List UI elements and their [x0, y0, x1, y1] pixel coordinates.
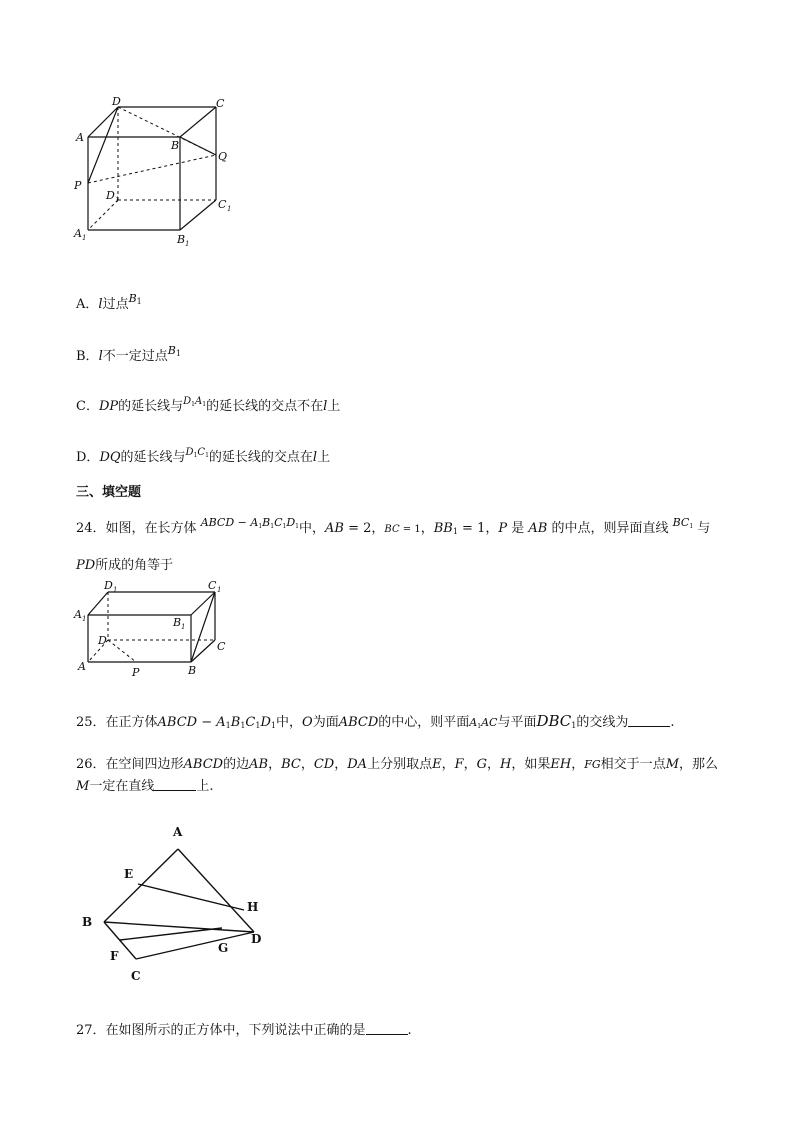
- q26-answer-blank[interactable]: [154, 778, 196, 791]
- q24-num: 24．如图，在长方体: [76, 521, 197, 536]
- label-D1: D: [104, 580, 113, 592]
- q25-a1ac-a: A: [469, 716, 478, 729]
- q25-c1-sub: 1: [255, 721, 261, 730]
- option-b-letter: B．: [76, 349, 99, 364]
- option-d-sub3: 1: [205, 452, 209, 459]
- option-a-sub2: 1: [136, 297, 142, 306]
- label-D1: D: [106, 189, 115, 202]
- q26-t2: 上分别取点: [367, 757, 433, 772]
- q24-ab: AB: [325, 521, 344, 536]
- q25-num: 25．在正方体: [76, 715, 158, 730]
- q27-period: .: [407, 1023, 412, 1038]
- q26-h: H: [500, 757, 512, 772]
- label-A1: A: [74, 608, 82, 621]
- q25-t1: 为面: [312, 715, 339, 730]
- cube-figure-q23: [70, 95, 250, 255]
- q26-m: M: [665, 757, 680, 772]
- option-d-math2: D: [185, 447, 194, 458]
- option-d-text2: 的延长线的交点在: [208, 450, 313, 465]
- option-b-sub2: 1: [175, 349, 181, 358]
- q26-cd: CD: [313, 757, 335, 772]
- q26-t7: 一定在直线: [89, 779, 155, 794]
- label-B1-sub: 1: [181, 623, 186, 631]
- option-d: [76, 444, 330, 467]
- label-A: A: [173, 825, 183, 839]
- label-B: B: [188, 664, 197, 677]
- q25-a1ac: AC: [481, 716, 498, 729]
- label-A1: A: [74, 227, 82, 240]
- question-27: [76, 1022, 412, 1040]
- label-C1-sub: 1: [227, 205, 232, 213]
- box-figure-q24: [70, 580, 240, 680]
- q24-pd: PD: [76, 558, 96, 573]
- option-c: [76, 393, 340, 416]
- label-P: P: [74, 179, 82, 192]
- q25-dash: −: [197, 715, 217, 730]
- option-b-math2: B: [167, 344, 176, 357]
- option-d-math1: DQ: [99, 450, 121, 465]
- q24-comma3: ，: [485, 521, 499, 536]
- option-d-text3: 上: [317, 450, 331, 465]
- q25-b1-sub: 1: [240, 721, 246, 730]
- q25-mid: 中，: [276, 715, 303, 730]
- question-24-line1: [76, 514, 710, 541]
- question-24-line2: [76, 557, 173, 575]
- option-a: [76, 290, 142, 314]
- q25-c1: C: [245, 715, 256, 730]
- q26-m2: M: [76, 779, 90, 794]
- q25-dbc1-sub: 1: [571, 721, 577, 730]
- q26-t8: 上.: [196, 779, 214, 794]
- label-F: F: [110, 949, 119, 963]
- q26-t1: 的边: [223, 757, 250, 772]
- option-c-sub3: 1: [202, 401, 207, 408]
- label-C: C: [131, 969, 141, 983]
- label-B: B: [171, 139, 180, 152]
- option-b-text1: 不一定过点: [102, 349, 168, 364]
- option-c-math2: D: [183, 396, 192, 407]
- option-c-sub2: 1: [191, 401, 195, 408]
- label-H: H: [247, 900, 259, 914]
- q24-comma2: ，: [420, 521, 434, 536]
- option-c-text3: 上: [327, 399, 341, 414]
- label-D: D: [251, 932, 262, 946]
- option-c-text2: 的延长线的交点不在: [206, 399, 324, 414]
- label-G: G: [218, 941, 229, 955]
- q26-c6: ，: [487, 757, 501, 772]
- q25-a1ac-sub: 1: [477, 723, 482, 730]
- q24-midpoint: 的中点，则异面直线: [547, 521, 673, 536]
- label-C: C: [216, 97, 225, 110]
- quadrilateral-figure-q26: [76, 822, 276, 992]
- label-P: P: [132, 666, 140, 679]
- q26-c1: ，: [268, 757, 282, 772]
- q24-bc1: BC: [672, 516, 690, 529]
- q25-a1-sub: 1: [225, 721, 231, 730]
- q26-e: E: [432, 757, 442, 772]
- q25-t4: 的交线为: [576, 715, 629, 730]
- q24-p: P: [498, 521, 508, 536]
- label-C1: C: [218, 198, 227, 211]
- q26-eh: EH: [550, 757, 572, 772]
- q24-eq1: = 1: [399, 524, 421, 535]
- option-d-sub2: 1: [193, 452, 198, 459]
- q26-c4: ，: [441, 757, 455, 772]
- label-A: A: [76, 131, 84, 144]
- q26-da: DA: [347, 757, 368, 772]
- q26-t6: ，那么: [679, 757, 719, 772]
- q24-d1: D: [286, 516, 296, 529]
- q25-t2: 的中心，则平面: [378, 715, 470, 730]
- q25-o: O: [302, 715, 313, 730]
- label-C1: C: [208, 580, 217, 592]
- q26-c3: ，: [334, 757, 348, 772]
- q24-body: ABCD: [200, 516, 235, 529]
- q26-f: F: [454, 757, 464, 772]
- label-B1: B: [173, 616, 182, 629]
- q25-answer-blank[interactable]: [628, 714, 670, 727]
- q25-b1: B: [230, 715, 241, 730]
- option-a-math1: l: [98, 297, 103, 312]
- option-c-letter: C．: [76, 399, 99, 414]
- label-D1-sub: 1: [113, 586, 118, 594]
- q24-a1-sub: 1: [258, 523, 263, 530]
- label-B1: B: [177, 233, 186, 246]
- q26-ab: AB: [249, 757, 269, 772]
- section-title: 三、填空题: [76, 485, 142, 500]
- q24-bc: BC: [384, 524, 400, 535]
- option-c-math4: l: [323, 399, 328, 414]
- option-d-math4: l: [312, 450, 318, 465]
- q24-b1-sub: 1: [270, 523, 275, 530]
- q24-ab2: AB: [528, 521, 548, 536]
- q24-b1: B: [262, 516, 271, 529]
- q26-num: 26．在空间四边形: [76, 757, 184, 772]
- q25-d1-sub: 1: [270, 721, 276, 730]
- option-a-math2: B: [128, 292, 137, 305]
- q25-a1: A: [216, 715, 226, 730]
- label-B: B: [82, 915, 93, 929]
- q24-is: 是: [507, 521, 529, 536]
- option-d-text1: 的延长线与: [120, 450, 186, 465]
- q24-with: 与: [693, 521, 711, 536]
- option-d-letter: D．: [76, 450, 100, 465]
- q26-abcd: ABCD: [183, 757, 224, 772]
- q24-c1: C: [274, 516, 283, 529]
- q26-c7: ，: [571, 757, 585, 772]
- option-a-letter: A．: [76, 297, 99, 312]
- option-c-math1: DP: [98, 399, 119, 414]
- q24-eq1b: = 1: [457, 521, 486, 536]
- q26-g: G: [476, 757, 488, 772]
- q25-dbc1: DBC: [536, 712, 572, 730]
- option-c-text1: 的延长线与: [118, 399, 184, 414]
- q24-bb1: BB: [433, 521, 453, 536]
- option-c-math3: A: [195, 396, 203, 407]
- label-B1-sub: 1: [185, 240, 190, 248]
- q25-body: ABCD: [157, 715, 198, 730]
- label-A1-sub: 1: [82, 234, 87, 242]
- q26-fg: FG: [584, 758, 601, 771]
- q26-bc: BC: [281, 757, 301, 772]
- q24-end: 所成的角等于: [95, 558, 174, 573]
- q24-bb1-sub: 1: [452, 527, 458, 536]
- q25-abcd: ABCD: [338, 715, 379, 730]
- option-b-math1: l: [98, 349, 103, 364]
- q25-period: .: [670, 715, 675, 730]
- label-D: D: [98, 634, 107, 647]
- question-26: [76, 754, 724, 798]
- q26-c2: ，: [300, 757, 314, 772]
- q27-text: 27．在如图所示的正方体中，下列说法中正确的是: [76, 1023, 366, 1038]
- label-Q: Q: [218, 150, 228, 163]
- label-C1-sub: 1: [217, 586, 222, 594]
- q26-t5: 点: [652, 757, 666, 772]
- label-A1-sub: 1: [82, 615, 87, 623]
- label-D1-sub: 1: [115, 196, 120, 204]
- q24-eq2: = 2: [343, 521, 372, 536]
- q24-a1: A: [250, 516, 259, 529]
- q25-t3: 与平面: [497, 715, 537, 730]
- option-a-text1: 过点: [102, 297, 129, 312]
- q24-dash: −: [234, 516, 251, 529]
- question-25: [76, 712, 675, 736]
- q25-d1: D: [260, 715, 271, 730]
- q24-bc1-sub: 1: [689, 523, 694, 530]
- q26-t4: 相交于一: [600, 757, 653, 772]
- q24-d1-sub: 1: [295, 523, 299, 530]
- q24-mid: 中，: [298, 521, 325, 536]
- label-E: E: [124, 867, 134, 881]
- label-A: A: [78, 660, 86, 673]
- option-d-math3: C: [197, 447, 206, 458]
- q27-answer-blank[interactable]: [366, 1022, 408, 1035]
- q24-c1-sub: 1: [282, 523, 287, 530]
- q26-c5: ，: [463, 757, 477, 772]
- q26-t3: ，如果: [511, 757, 551, 772]
- option-b: [76, 342, 181, 366]
- label-D: D: [112, 95, 121, 108]
- q24-comma1: ，: [371, 521, 385, 536]
- label-C: C: [217, 640, 226, 653]
